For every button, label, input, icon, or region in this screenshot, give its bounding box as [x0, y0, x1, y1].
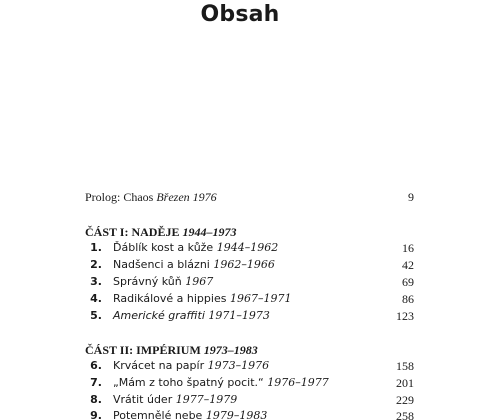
toc-entry-chapter-4[interactable] — [0, 291, 480, 307]
part-2-range: 1973–1983 — [203, 343, 258, 357]
chapter-title — [113, 392, 237, 408]
part-1-title: ČÁST I: NADĚJE — [85, 225, 180, 239]
prolog-range: Březen 1976 — [156, 190, 217, 204]
toc-entry-chapter-6[interactable] — [0, 358, 480, 374]
chapter-title — [113, 257, 275, 273]
prolog-title: Prolog: Chaos — [85, 190, 154, 204]
chapter-title-text: Potemnělé nebe — [113, 409, 203, 420]
prolog-page-number: 9 — [408, 190, 414, 204]
prolog-label — [85, 189, 217, 205]
toc-entry-chapter-9[interactable] — [0, 408, 480, 420]
chapter-title-text: Nadšenci a blázni — [113, 258, 210, 271]
part-heading-2 — [85, 342, 258, 358]
chapter-page-number: 258 — [396, 409, 414, 420]
page-title: Obsah — [200, 2, 280, 27]
chapter-title-text: Ďáblík kost a kůže — [113, 241, 214, 254]
toc-entry-prolog[interactable] — [0, 189, 480, 205]
chapter-title — [113, 408, 267, 420]
toc-entry-chapter-2[interactable] — [0, 257, 480, 273]
chapter-page-number: 42 — [402, 258, 414, 272]
part-1-range: 1944–1973 — [182, 225, 237, 239]
chapter-page-number: 16 — [402, 241, 414, 255]
chapter-title — [113, 240, 278, 256]
chapter-page-number: 158 — [396, 359, 414, 373]
chapter-number: 9. — [90, 409, 102, 420]
chapter-number: 1. — [90, 241, 102, 254]
chapter-page-number: 69 — [402, 275, 414, 289]
chapter-title — [113, 274, 213, 290]
toc-entry-chapter-1[interactable] — [0, 240, 480, 256]
chapter-number: 6. — [90, 359, 102, 372]
chapter-title-text: Vrátit úder — [113, 393, 173, 406]
chapter-range: 1967 — [185, 275, 214, 288]
chapter-number: 3. — [90, 275, 102, 288]
chapter-title-text: Radikálové a hippies — [113, 292, 227, 305]
chapter-title-text: Správný kůň — [113, 275, 182, 288]
chapter-title — [113, 291, 291, 307]
chapter-range: 1973–1976 — [207, 359, 270, 372]
chapter-range: 1944–1962 — [216, 241, 279, 254]
chapter-number: 2. — [90, 258, 102, 271]
chapter-range: 1967–1971 — [229, 292, 292, 305]
chapter-title-text: Americké graffiti — [113, 309, 205, 322]
chapter-number: 4. — [90, 292, 102, 305]
chapter-number: 5. — [90, 309, 102, 322]
chapter-range: 1979–1983 — [205, 409, 268, 420]
toc-entry-chapter-8[interactable] — [0, 392, 480, 408]
part-2-title: ČÁST II: IMPÉRIUM — [85, 343, 201, 357]
part-heading-1 — [85, 224, 236, 240]
chapter-title — [113, 358, 269, 374]
toc-entry-chapter-3[interactable] — [0, 274, 480, 290]
chapter-range: 1976–1977 — [267, 376, 329, 389]
chapter-title — [113, 375, 329, 391]
toc-entry-chapter-5[interactable] — [0, 308, 480, 324]
chapter-title-text: Krvácet na papír — [113, 359, 205, 372]
chapter-page-number: 201 — [396, 376, 414, 390]
chapter-range: 1971–1973 — [208, 309, 270, 322]
chapter-page-number: 86 — [402, 292, 414, 306]
chapter-page-number: 229 — [396, 393, 414, 407]
chapter-range: 1962–1966 — [213, 258, 275, 271]
chapter-page-number: 123 — [396, 309, 414, 323]
chapter-range: 1977–1979 — [175, 393, 238, 406]
toc-entry-chapter-7[interactable] — [0, 375, 480, 391]
chapter-number: 8. — [90, 393, 102, 406]
chapter-number: 7. — [90, 376, 102, 389]
chapter-title-text: „Mám z toho špatný pocit.“ — [113, 376, 264, 389]
chapter-title — [113, 308, 270, 324]
